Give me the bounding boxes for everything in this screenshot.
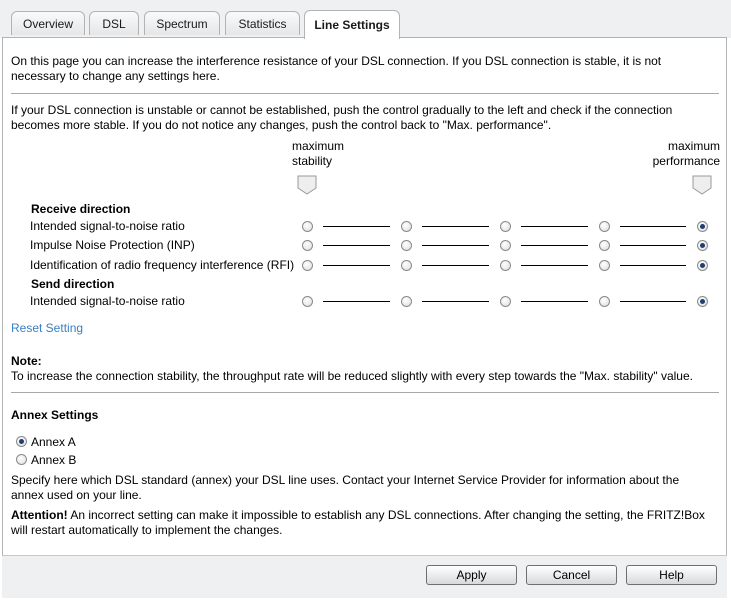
max-stability-line1: maximum — [291, 139, 344, 153]
tab-dsl-label: DSL — [102, 16, 126, 31]
slider-track-segment — [323, 265, 390, 266]
intro-text: On this page you can increase the interference resistance of your DSL connection. If you DSL connection is stable, it is not necessary to change any settings here. — [11, 54, 662, 83]
slider-step-radio[interactable] — [401, 296, 412, 307]
slider-step-radio[interactable] — [599, 240, 610, 251]
slider-track-segment — [323, 301, 390, 302]
slider-track-segment — [521, 226, 588, 227]
tab-statistics[interactable] — [225, 11, 300, 35]
tab-statistics-label: Statistics — [238, 16, 287, 31]
slider-step-radio[interactable] — [500, 296, 511, 307]
slider-track-segment — [422, 301, 489, 302]
help-button[interactable]: Help — [626, 565, 717, 585]
down-arrow-marker-icon — [297, 175, 317, 195]
max-performance-line1: maximum — [667, 139, 720, 153]
slider-step-radio[interactable] — [599, 296, 610, 307]
tab-spectrum-label: Spectrum — [156, 16, 208, 31]
apply-button[interactable]: Apply — [426, 565, 517, 585]
tab-line-settings[interactable] — [304, 10, 400, 39]
slider-track-segment — [323, 245, 390, 246]
attention-text — [11, 508, 711, 538]
slider-track-segment — [422, 265, 489, 266]
slider-step-radio[interactable] — [401, 260, 412, 271]
slider-step-radio[interactable] — [599, 221, 610, 232]
row-label: Intended signal-to-noise ratio — [30, 219, 185, 233]
slider-step-radio[interactable] — [697, 221, 708, 232]
slider-track-segment — [620, 265, 686, 266]
reset-setting-link[interactable]: Reset Setting — [11, 321, 84, 335]
slider-step-radio[interactable] — [302, 240, 313, 251]
slider-track-segment — [521, 301, 588, 302]
annex-b-radio[interactable] — [16, 454, 27, 465]
slider-track-segment — [620, 245, 686, 246]
slider-step-radio[interactable] — [697, 260, 708, 271]
button-bar — [2, 555, 727, 598]
attention-bold: Attention! — [11, 508, 68, 522]
slider-step-radio[interactable] — [302, 296, 313, 307]
annex-b-label[interactable]: Annex B — [31, 453, 77, 467]
tab-overview-label: Overview — [22, 16, 73, 31]
slider-step-radio[interactable] — [500, 240, 511, 251]
annex-a-label[interactable]: Annex A — [31, 435, 76, 449]
tab-spectrum[interactable] — [144, 11, 220, 35]
note-text: To increase the connection stability, the throughput rate will be reduced slightly with every step towards the "Max. stability" value. — [11, 369, 693, 383]
receive-direction-title: Receive direction — [31, 202, 131, 216]
cancel-button[interactable]: Cancel — [526, 565, 617, 585]
slider-track-segment — [422, 245, 489, 246]
divider — [11, 392, 719, 393]
instructions-text: If your DSL connection is unstable or cannot be established, push the control gradually to the left and check if the connection becomes more stable. If you do not notice any changes, push the control back to "Max. performance". — [11, 103, 673, 132]
max-performance-label — [650, 139, 720, 169]
slider-track-segment — [422, 226, 489, 227]
send-direction-title: Send direction — [31, 277, 115, 291]
annex-description: Specify here which DSL standard (annex) your DSL line uses. Contact your Internet Service Provider for information about the annex used on your line. — [11, 473, 680, 502]
slider-step-radio[interactable] — [401, 240, 412, 251]
divider — [11, 93, 719, 94]
attention-body: An incorrect setting can make it impossible to establish any DSL connections. After changing the setting, the FRITZ!Box will restart automatically to implement the changes. — [11, 508, 705, 537]
max-performance-line2: performance — [652, 154, 720, 168]
slider-track-segment — [620, 301, 686, 302]
slider-track-segment — [521, 265, 588, 266]
row-label: Impulse Noise Protection (INP) — [30, 238, 195, 252]
slider-step-radio[interactable] — [302, 260, 313, 271]
tab-overview[interactable] — [11, 11, 85, 35]
annex-settings-title: Annex Settings — [11, 408, 99, 422]
down-arrow-marker-icon — [692, 175, 712, 195]
slider-step-radio[interactable] — [697, 240, 708, 251]
slider-step-radio[interactable] — [500, 260, 511, 271]
slider-step-radio[interactable] — [500, 221, 511, 232]
tab-dsl[interactable] — [89, 11, 139, 35]
slider-track-segment — [323, 226, 390, 227]
slider-step-radio[interactable] — [302, 221, 313, 232]
slider-step-radio[interactable] — [697, 296, 708, 307]
note-title: Note: — [11, 354, 42, 368]
slider-step-radio[interactable] — [401, 221, 412, 232]
slider-track-segment — [620, 226, 686, 227]
row-label: Intended signal-to-noise ratio — [30, 294, 185, 308]
tab-line-settings-label: Line Settings — [314, 18, 390, 32]
slider-track-segment — [521, 245, 588, 246]
max-stability-line2: stability — [292, 154, 333, 168]
slider-step-radio[interactable] — [599, 260, 610, 271]
annex-a-radio[interactable] — [16, 436, 27, 447]
max-stability-label — [286, 139, 350, 169]
row-label: Identification of radio frequency interference (RFI) — [30, 258, 295, 272]
